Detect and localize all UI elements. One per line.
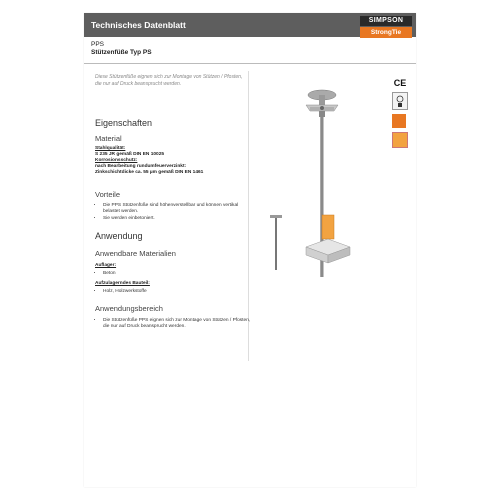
heading-material: Material (95, 134, 122, 143)
heading-materials: Anwendbare Materialien (95, 249, 176, 258)
page-header (84, 13, 416, 37)
area-list (95, 318, 253, 331)
list-item: • Die PPS Stützenfüße sind höhenverstellbar und können vertikal belastet werden. (103, 203, 253, 215)
advantages-list (95, 203, 253, 223)
steel-value: S 235 JR gemäß DIN EN 10025 (95, 152, 165, 157)
installation-illustration (304, 213, 354, 265)
header-title: Technisches Datenblatt (91, 20, 186, 30)
heading-advantages: Vorteile (95, 190, 121, 199)
product-heading (91, 41, 152, 57)
base-label-text: Auflager: (95, 263, 117, 268)
product-code: PPS (91, 41, 105, 48)
simpson-strongtie-logo (360, 16, 412, 38)
base-list (95, 271, 253, 278)
dop-icon (392, 92, 408, 110)
logo-bottom: StrongTie (360, 27, 412, 38)
corrosion-line-1: nach Bearbeitung rundumfeuerverzinkt: (95, 164, 187, 169)
galvanized-icon (392, 132, 408, 148)
heading-application: Anwendung (95, 231, 143, 241)
logo-top: SIMPSON (360, 16, 412, 26)
list-item: • Holz, Holzwerkstoffe (103, 289, 253, 295)
eta-icon (392, 114, 406, 128)
list-item: • Die Stützenfüße PPS eignen sich zur Montage von Stützen / Pfosten, die nur auf Druck beansprucht werden. (103, 318, 253, 330)
corrosion-label: Korrosionsschutz: (95, 158, 138, 163)
ce-mark-icon: CE (393, 78, 407, 88)
list-item: • Sie werden einbetoniert. (103, 216, 253, 222)
intro-text: Diese Stützenfüße eignen sich zur Montage von Stützen / Pfosten, die nur auf Druck beansprucht werden. (95, 74, 243, 87)
steel-label: Stahlqualität: (95, 146, 126, 151)
product-thumbnail (268, 213, 284, 273)
corrosion-line-2: Zinkschichtdicke ca. 55 µm gemäß DIN EN 1461 (95, 170, 204, 175)
base-label (95, 263, 245, 269)
certification-icons (392, 78, 408, 148)
header-divider (84, 63, 416, 64)
heading-area: Anwendungsbereich (95, 304, 163, 313)
product-name: Stützenfüße Typ PS (91, 49, 152, 56)
part-label (95, 281, 245, 287)
part-label-text: Aufzulagerndes Bauteil: (95, 281, 150, 286)
datasheet-page (84, 13, 416, 487)
material-details (95, 146, 245, 176)
part-list (95, 289, 253, 296)
list-item: • Beton (103, 271, 253, 277)
heading-properties: Eigenschaften (95, 118, 153, 128)
